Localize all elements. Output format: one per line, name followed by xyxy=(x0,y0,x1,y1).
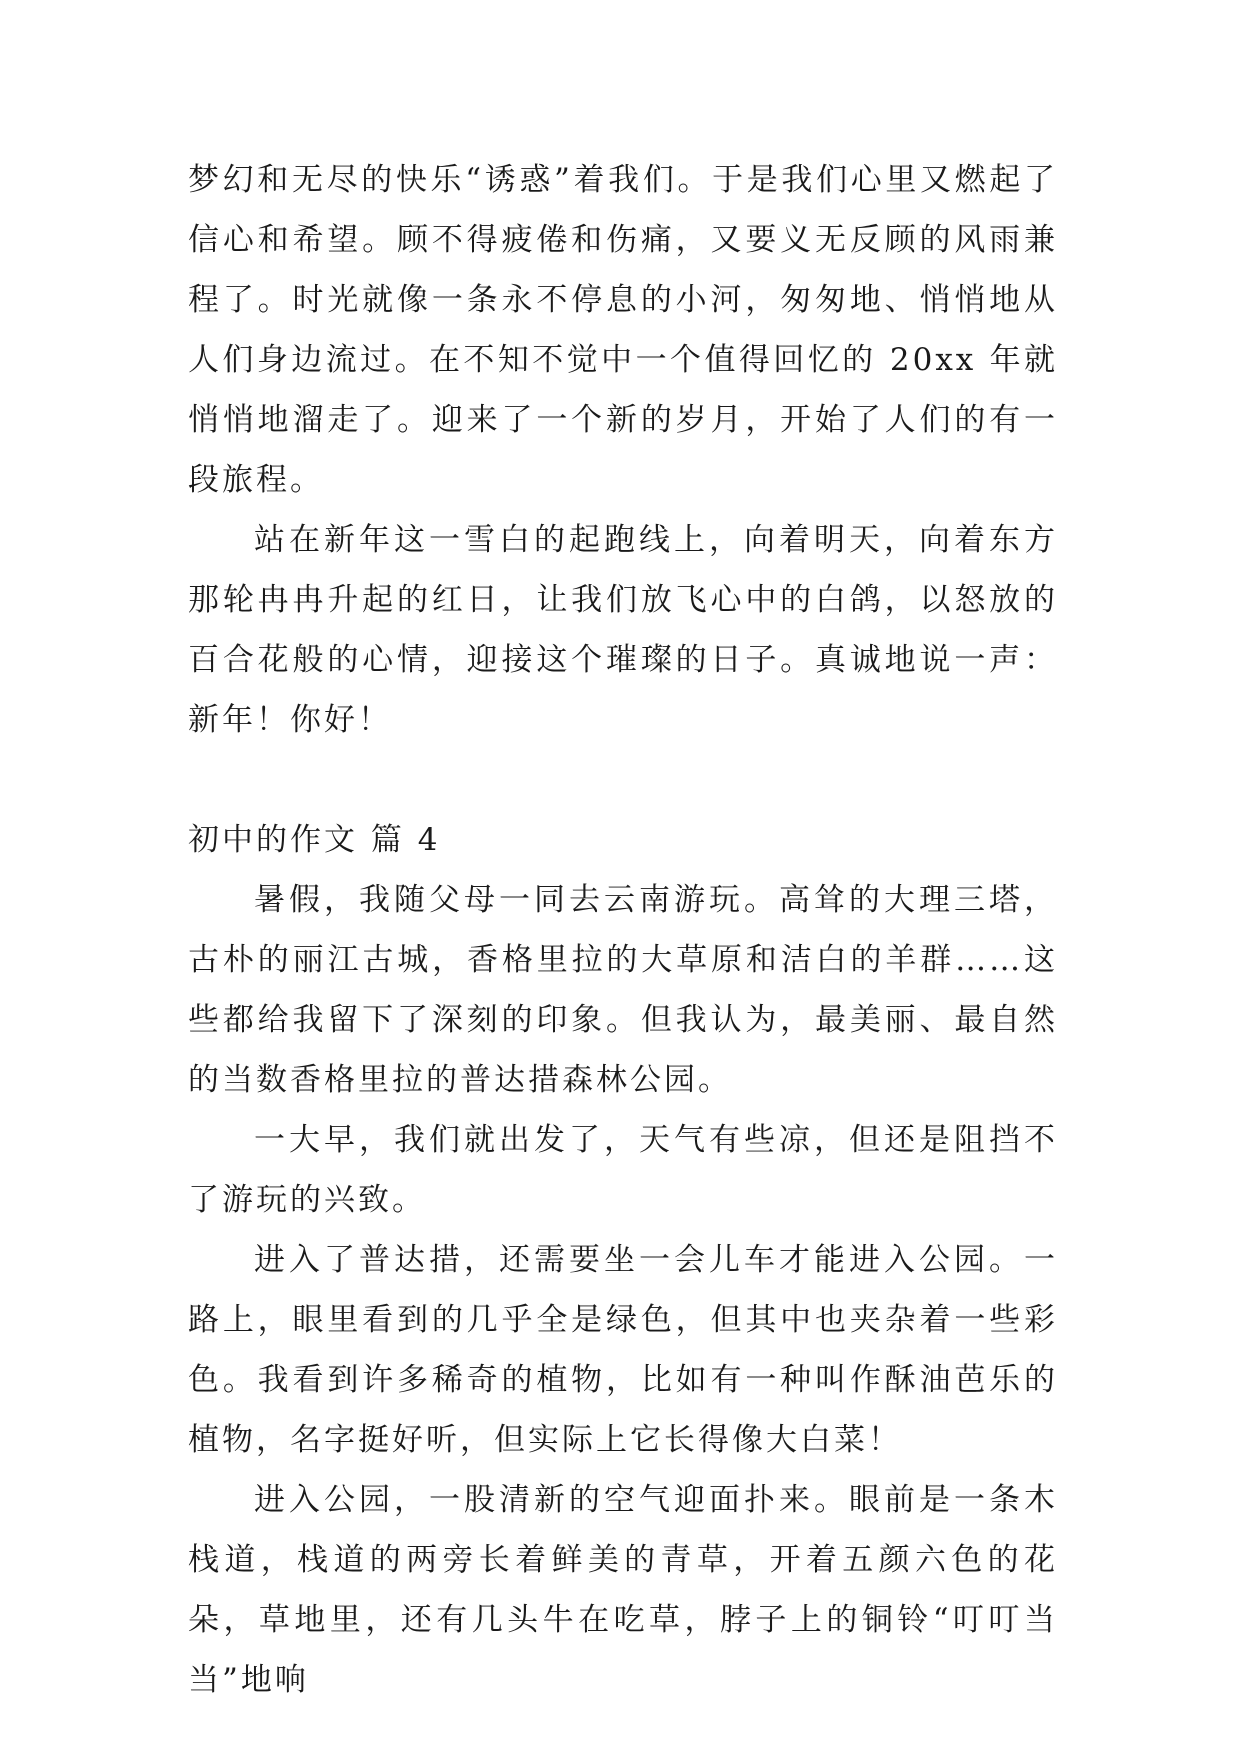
paragraph-new-year: 站在新年这一雪白的起跑线上，向着明天，向着东方那轮冉冉升起的红日，让我们放飞心中的白鸽，以怒放的百合花般的心情，迎接这个璀璨的日子。真诚地说一声：新年！你好！ xyxy=(188,522,1058,738)
paragraph-entering-pudacuo: 进入了普达措，还需要坐一会儿车才能进入公园。一路上，眼里看到的几乎全是绿色，但其中也夹杂着一些彩色。我看到许多稀奇的植物，比如有一种叫作酥油芭乐的植物，名字挺好听，但实际上它长得像大白菜！ xyxy=(188,1242,1058,1458)
document-body xyxy=(188,150,1058,1710)
section-title: 初中的作文 篇 4 xyxy=(188,822,441,858)
paragraph-yunnan-trip: 暑假，我随父母一同去云南游玩。高耸的大理三塔，古朴的丽江古城，香格里拉的大草原和洁白的羊群……这些都给我留下了深刻的印象。但我认为，最美丽、最自然的当数香格里拉的普达措森林公园。 xyxy=(188,882,1058,1098)
paragraph-entering-park: 进入公园，一股清新的空气迎面扑来。眼前是一条木栈道，栈道的两旁长着鲜美的青草，开着五颜六色的花朵，草地里，还有几头牛在吃草，脖子上的铜铃“叮叮当当”地响 xyxy=(188,1482,1058,1698)
paragraph-continuation: 梦幻和无尽的快乐“诱惑”着我们。于是我们心里又燃起了信心和希望。顾不得疲倦和伤痛，又要义无反顾的风雨兼程了。时光就像一条永不停息的小河，匆匆地、悄悄地从人们身边流过。在不知不觉中一个值得回忆的 20xx 年就悄悄地溜走了。迎来了一个新的岁月，开始了人们的有一段旅程。 xyxy=(188,162,1058,498)
paragraph-early-start: 一大早，我们就出发了，天气有些凉，但还是阻挡不了游玩的兴致。 xyxy=(188,1122,1058,1218)
